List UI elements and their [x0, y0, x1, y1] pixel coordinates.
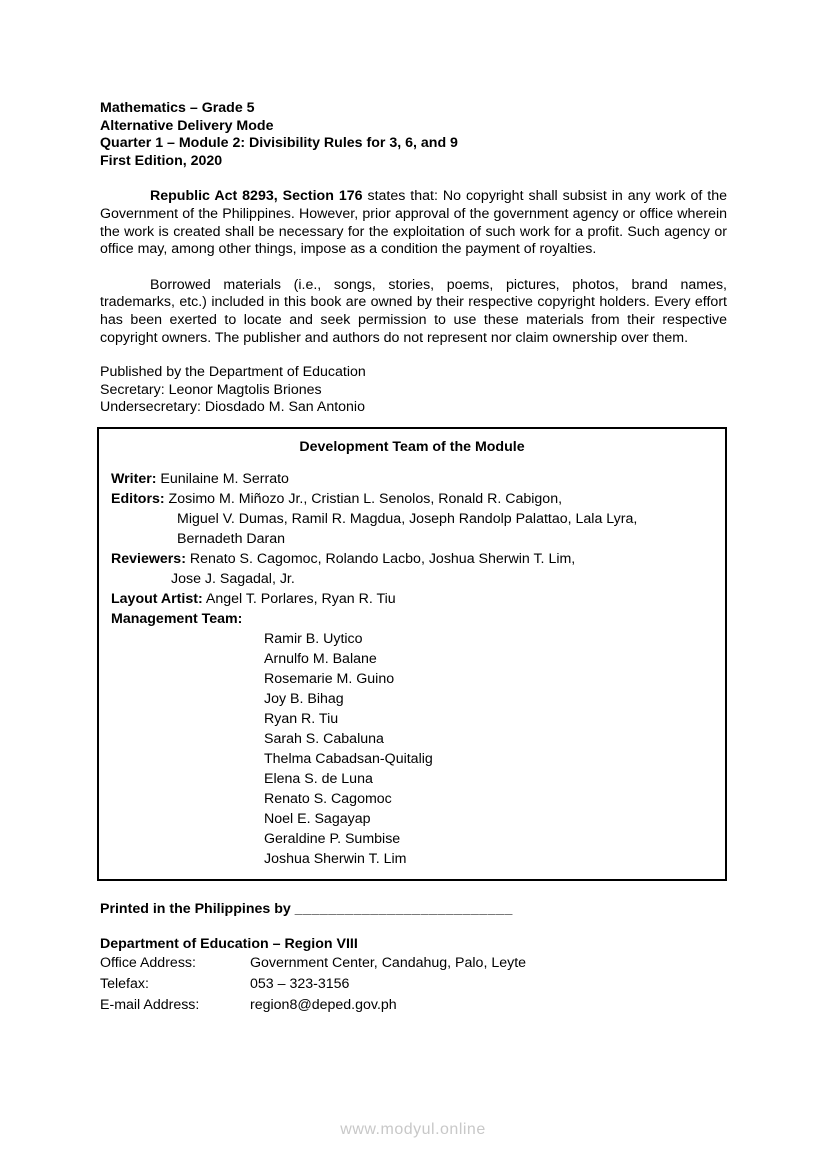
management-member: Arnulfo M. Balane: [264, 650, 377, 667]
layout-artist-label: Layout Artist:: [111, 590, 203, 607]
reviewers-line: [111, 549, 713, 569]
management-member: Rosemarie M. Guino: [264, 670, 395, 687]
management-member: Joy B. Bihag: [264, 690, 344, 707]
editors-line: [111, 489, 713, 509]
management-member: Renato S. Cagomoc: [264, 790, 392, 807]
email-address-value: region8@deped.gov.ph: [250, 997, 397, 1014]
publisher-block: [100, 364, 727, 417]
writer-value: Eunilaine M. Serrato: [156, 470, 289, 487]
management-member: Joshua Sherwin T. Lim: [264, 850, 407, 867]
undersecretary-line: Undersecretary: Diosdado M. San Antonio: [100, 399, 365, 416]
office-address-label: Office Address:: [100, 955, 196, 972]
management-member: Geraldine P. Sumbise: [264, 830, 401, 847]
republic-act-bold: Republic Act 8293, Section 176: [150, 188, 363, 205]
contact-row-office-address: [100, 953, 727, 974]
layout-artist-value: Angel T. Porlares, Ryan R. Tiu: [202, 590, 396, 607]
module-quarter-line: Quarter 1 – Module 2: Divisibility Rules for 3, 6, and 9: [100, 135, 458, 152]
module-mode-line: Alternative Delivery Mode: [100, 117, 274, 134]
office-address-value: Government Center, Candahug, Palo, Leyte: [250, 955, 527, 972]
editors-label: Editors:: [111, 490, 165, 507]
management-team-line: [111, 609, 713, 629]
printed-in-philippines-label: Printed in the Philippines by: [100, 900, 295, 917]
management-member: Ryan R. Tiu: [264, 710, 339, 727]
management-team-label: Management Team:: [111, 610, 243, 627]
department-region-line: Department of Education – Region VIII: [100, 935, 358, 952]
editors-value: Zosimo M. Miñozo Jr., Cristian L. Senolos, Ronald R. Cabigon,: [164, 490, 563, 507]
published-by-line: Published by the Department of Education: [100, 364, 366, 381]
writer-label: Writer:: [111, 470, 157, 487]
management-member: Ramir B. Uytico: [264, 630, 363, 647]
secretary-line: Secretary: Leonor Magtolis Briones: [100, 381, 322, 398]
module-edition-line: First Edition, 2020: [100, 152, 223, 169]
republic-act-text: states that: No copyright shall subsist in any work of the Government of the Philippines. However, prior approval of the government agency or office wherein the work is created shall be necessary for the exploitation of such work for a profit. Such agency or office may, among other things, impose as a condition the payment of royalties.: [100, 188, 728, 258]
contact-row-telefax: [100, 974, 727, 995]
editors-continuation-line: Miguel V. Dumas, Ramil R. Magdua, Joseph Randolp Palattao, Lala Lyra,: [177, 510, 638, 527]
copyright-paragraph: [100, 188, 727, 258]
management-member: Sarah S. Cabaluna: [264, 730, 384, 747]
contact-block: [100, 936, 727, 1017]
telefax-label: Telefax:: [100, 976, 149, 993]
management-member: Noel E. Sagayap: [264, 810, 371, 827]
watermark-text: www.modyul.online: [340, 1121, 486, 1138]
printed-by-blank-line: __________________________: [294, 900, 513, 917]
module-header: [100, 100, 727, 170]
printed-in-philippines-line: [100, 901, 727, 919]
management-member: Thelma Cabadsan-Quitalig: [264, 750, 433, 767]
reviewers-value: Renato S. Cagomoc, Rolando Lacbo, Joshua Sherwin T. Lim,: [185, 550, 576, 567]
page-content: [100, 100, 727, 1016]
management-member: Elena S. de Luna: [264, 770, 373, 787]
reviewers-label: Reviewers:: [111, 550, 186, 567]
development-team-title: Development Team of the Module: [299, 438, 525, 455]
contact-row-email: [100, 995, 727, 1016]
writer-line: [111, 469, 713, 489]
module-subject-line: Mathematics – Grade 5: [100, 100, 255, 116]
development-team-box: [97, 427, 727, 881]
email-address-label: E-mail Address:: [100, 997, 200, 1014]
borrowed-materials-paragraph: Borrowed materials (i.e., songs, stories, poems, pictures, photos, brand names, trademarks, etc.) included in this book are owned by their respective copyright holders. Every effort has been exerted to locate and seek permission to use these materials from their respective copyright owners. The publisher and authors do not represent nor claim ownership over them.: [100, 276, 727, 346]
layout-artist-line: [111, 589, 713, 609]
telefax-value: 053 – 323-3156: [250, 976, 350, 993]
reviewers-continuation-line: Jose J. Sagadal, Jr.: [171, 570, 295, 587]
editors-continuation-line: Bernadeth Daran: [177, 530, 286, 547]
